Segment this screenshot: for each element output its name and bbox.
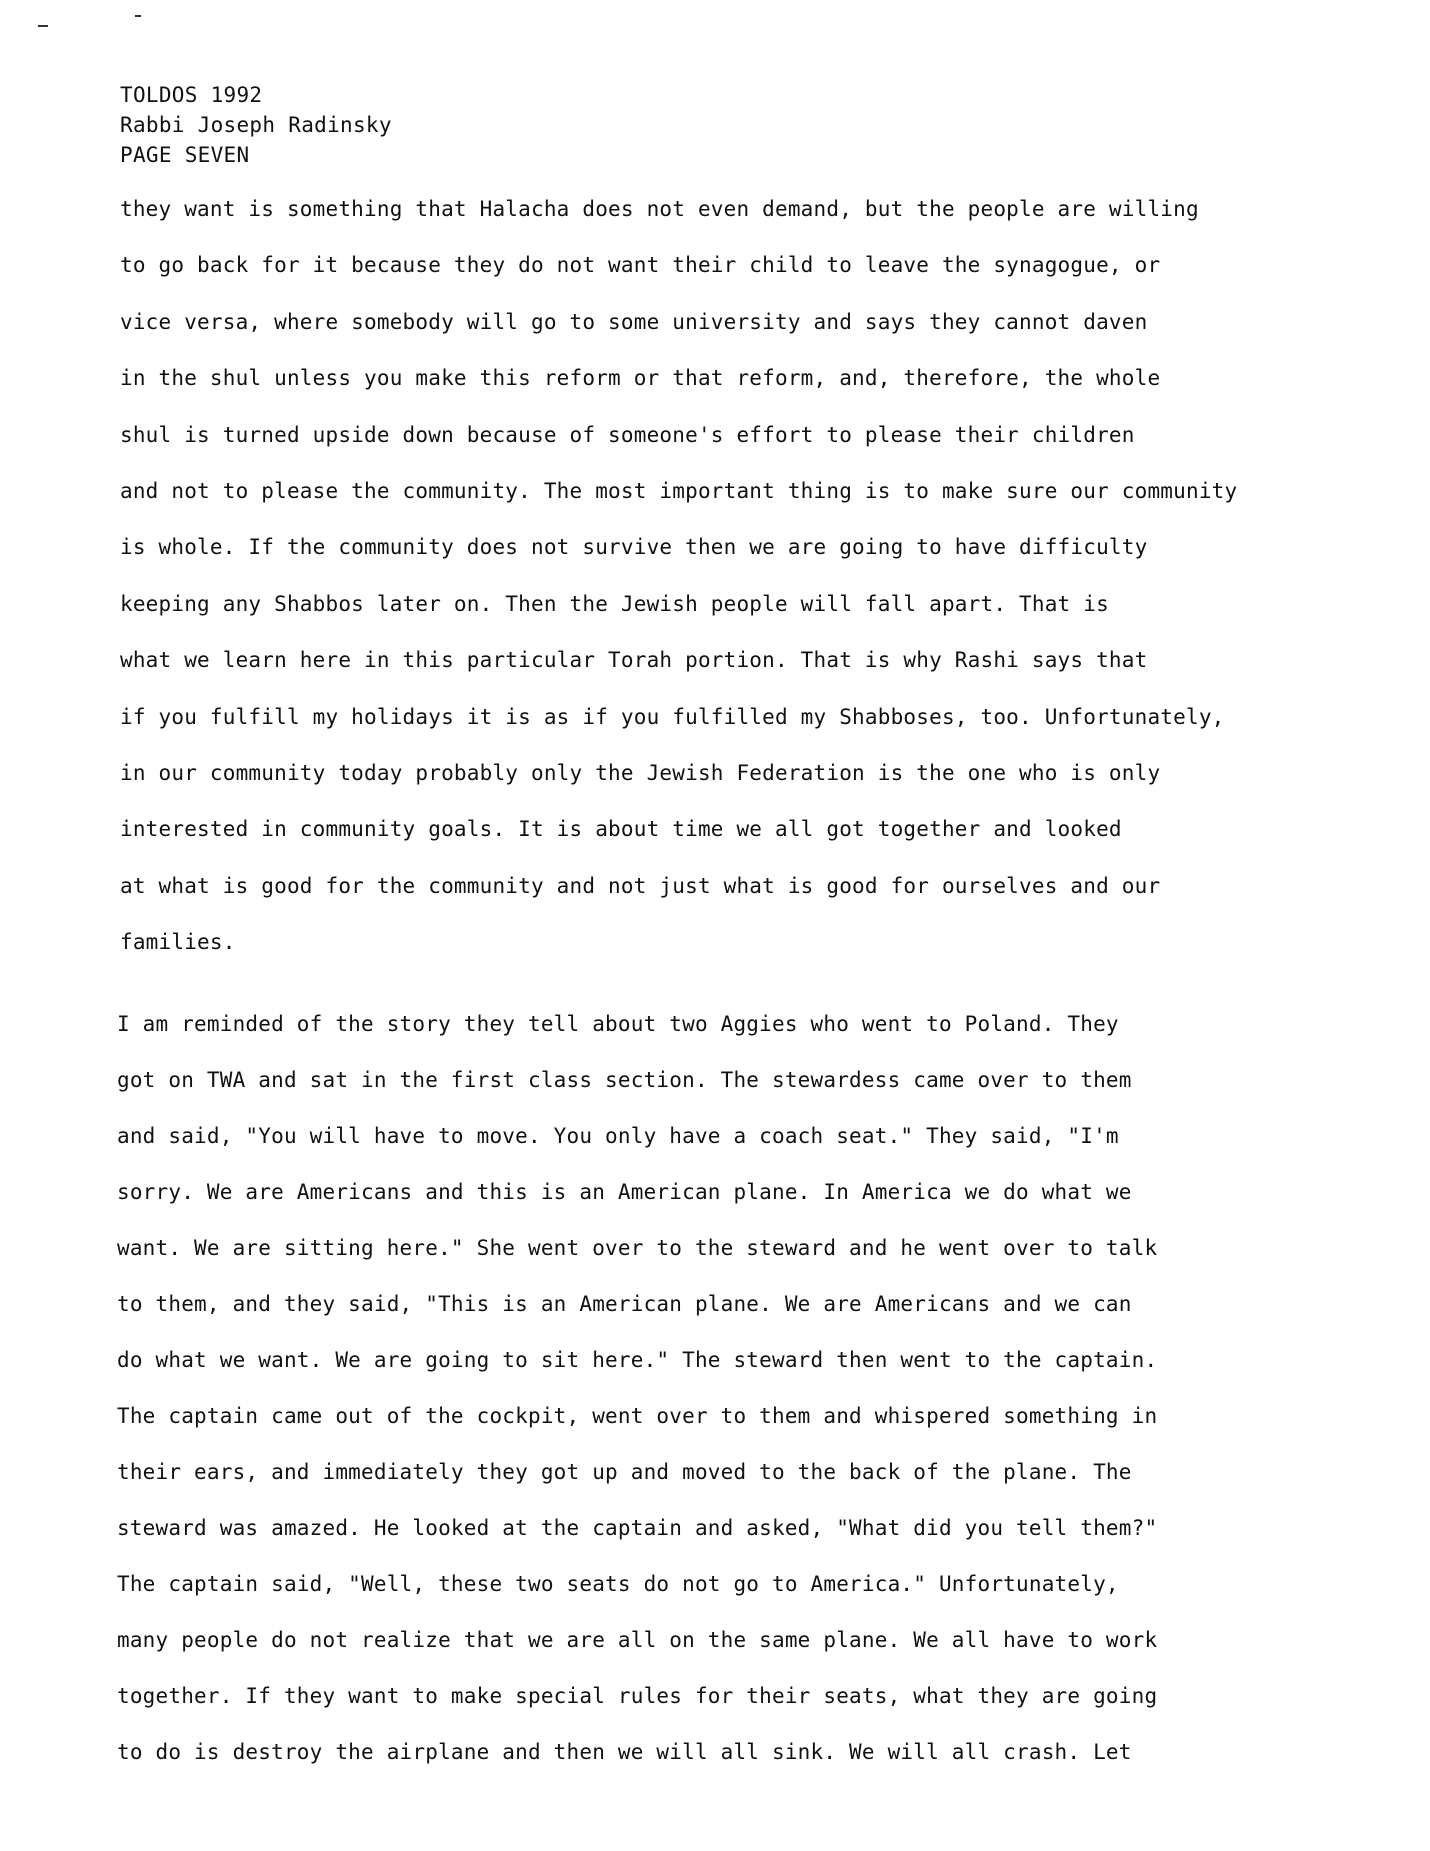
text-line: is whole. If the community does not survive then we are going to have difficulty <box>120 535 1148 560</box>
text-line: in the shul unless you make this reform or that reform, and, therefore, the whole <box>120 366 1161 391</box>
text-line: to them, and they said, "This is an American plane. We are Americans and we can <box>117 1292 1132 1316</box>
text-line: want. We are sitting here." She went over to the steward and he went over to talk <box>117 1236 1158 1260</box>
text-line: vice versa, where somebody will go to some university and says they cannot daven <box>120 309 1148 334</box>
text-line: I am reminded of the story they tell about two Aggies who went to Poland. They <box>117 1012 1119 1036</box>
scan-speck <box>135 15 141 17</box>
scan-speck <box>38 25 48 27</box>
text-line: if you fulfill my holidays it is as if you fulfilled my Shabboses, too. Unfortunately, <box>120 704 1225 729</box>
text-line: together. If they want to make special rules for their seats, what they are going <box>117 1684 1158 1708</box>
header-author: Rabbi Joseph Radinsky <box>120 113 392 137</box>
text-line: keeping any Shabbos later on. Then the Jewish people will fall apart. That is <box>120 591 1109 616</box>
text-line: interested in community goals. It is about time we all got together and looked <box>120 817 1122 842</box>
text-line: at what is good for the community and not just what is good for ourselves and our <box>120 873 1161 898</box>
text-line: and not to please the community. The most important thing is to make sure our community <box>120 479 1238 503</box>
text-line: shul is turned upside down because of someone's effort to please their children <box>120 422 1135 447</box>
text-line: to go back for it because they do not want their child to leave the synagogue, or <box>120 253 1161 278</box>
text-line: sorry. We are Americans and this is an American plane. In America we do what we <box>117 1180 1132 1204</box>
text-line: many people do not realize that we are all on the same plane. We all have to work <box>117 1628 1158 1652</box>
text-line: their ears, and immediately they got up and moved to the back of the plane. The <box>117 1460 1132 1484</box>
text-line: got on TWA and sat in the first class section. The stewardess came over to them <box>117 1068 1132 1092</box>
text-line: and said, "You will have to move. You only have a coach seat." They said, "I'm <box>117 1124 1119 1148</box>
header-page-number: PAGE SEVEN <box>120 143 250 167</box>
text-line: what we learn here in this particular Torah portion. That is why Rashi says that <box>120 648 1148 673</box>
text-line: in our community today probably only the Jewish Federation is the one who is only <box>120 761 1161 785</box>
text-line: they want is something that Halacha does not even demand, but the people are willing <box>120 197 1199 221</box>
text-line: The captain came out of the cockpit, went over to them and whispered something in <box>117 1404 1158 1428</box>
text-line: do what we want. We are going to sit here." The steward then went to the captain. <box>117 1348 1158 1372</box>
text-line: families. <box>120 930 236 955</box>
text-line: to do is destroy the airplane and then we will all sink. We will all crash. Let <box>117 1740 1132 1764</box>
document-header <box>120 80 392 170</box>
text-line: The captain said, "Well, these two seats do not go to America." Unfortunately, <box>117 1572 1119 1596</box>
header-title: TOLDOS 1992 <box>120 83 263 107</box>
text-line: steward was amazed. He looked at the captain and asked, "What did you tell them?" <box>117 1516 1158 1540</box>
